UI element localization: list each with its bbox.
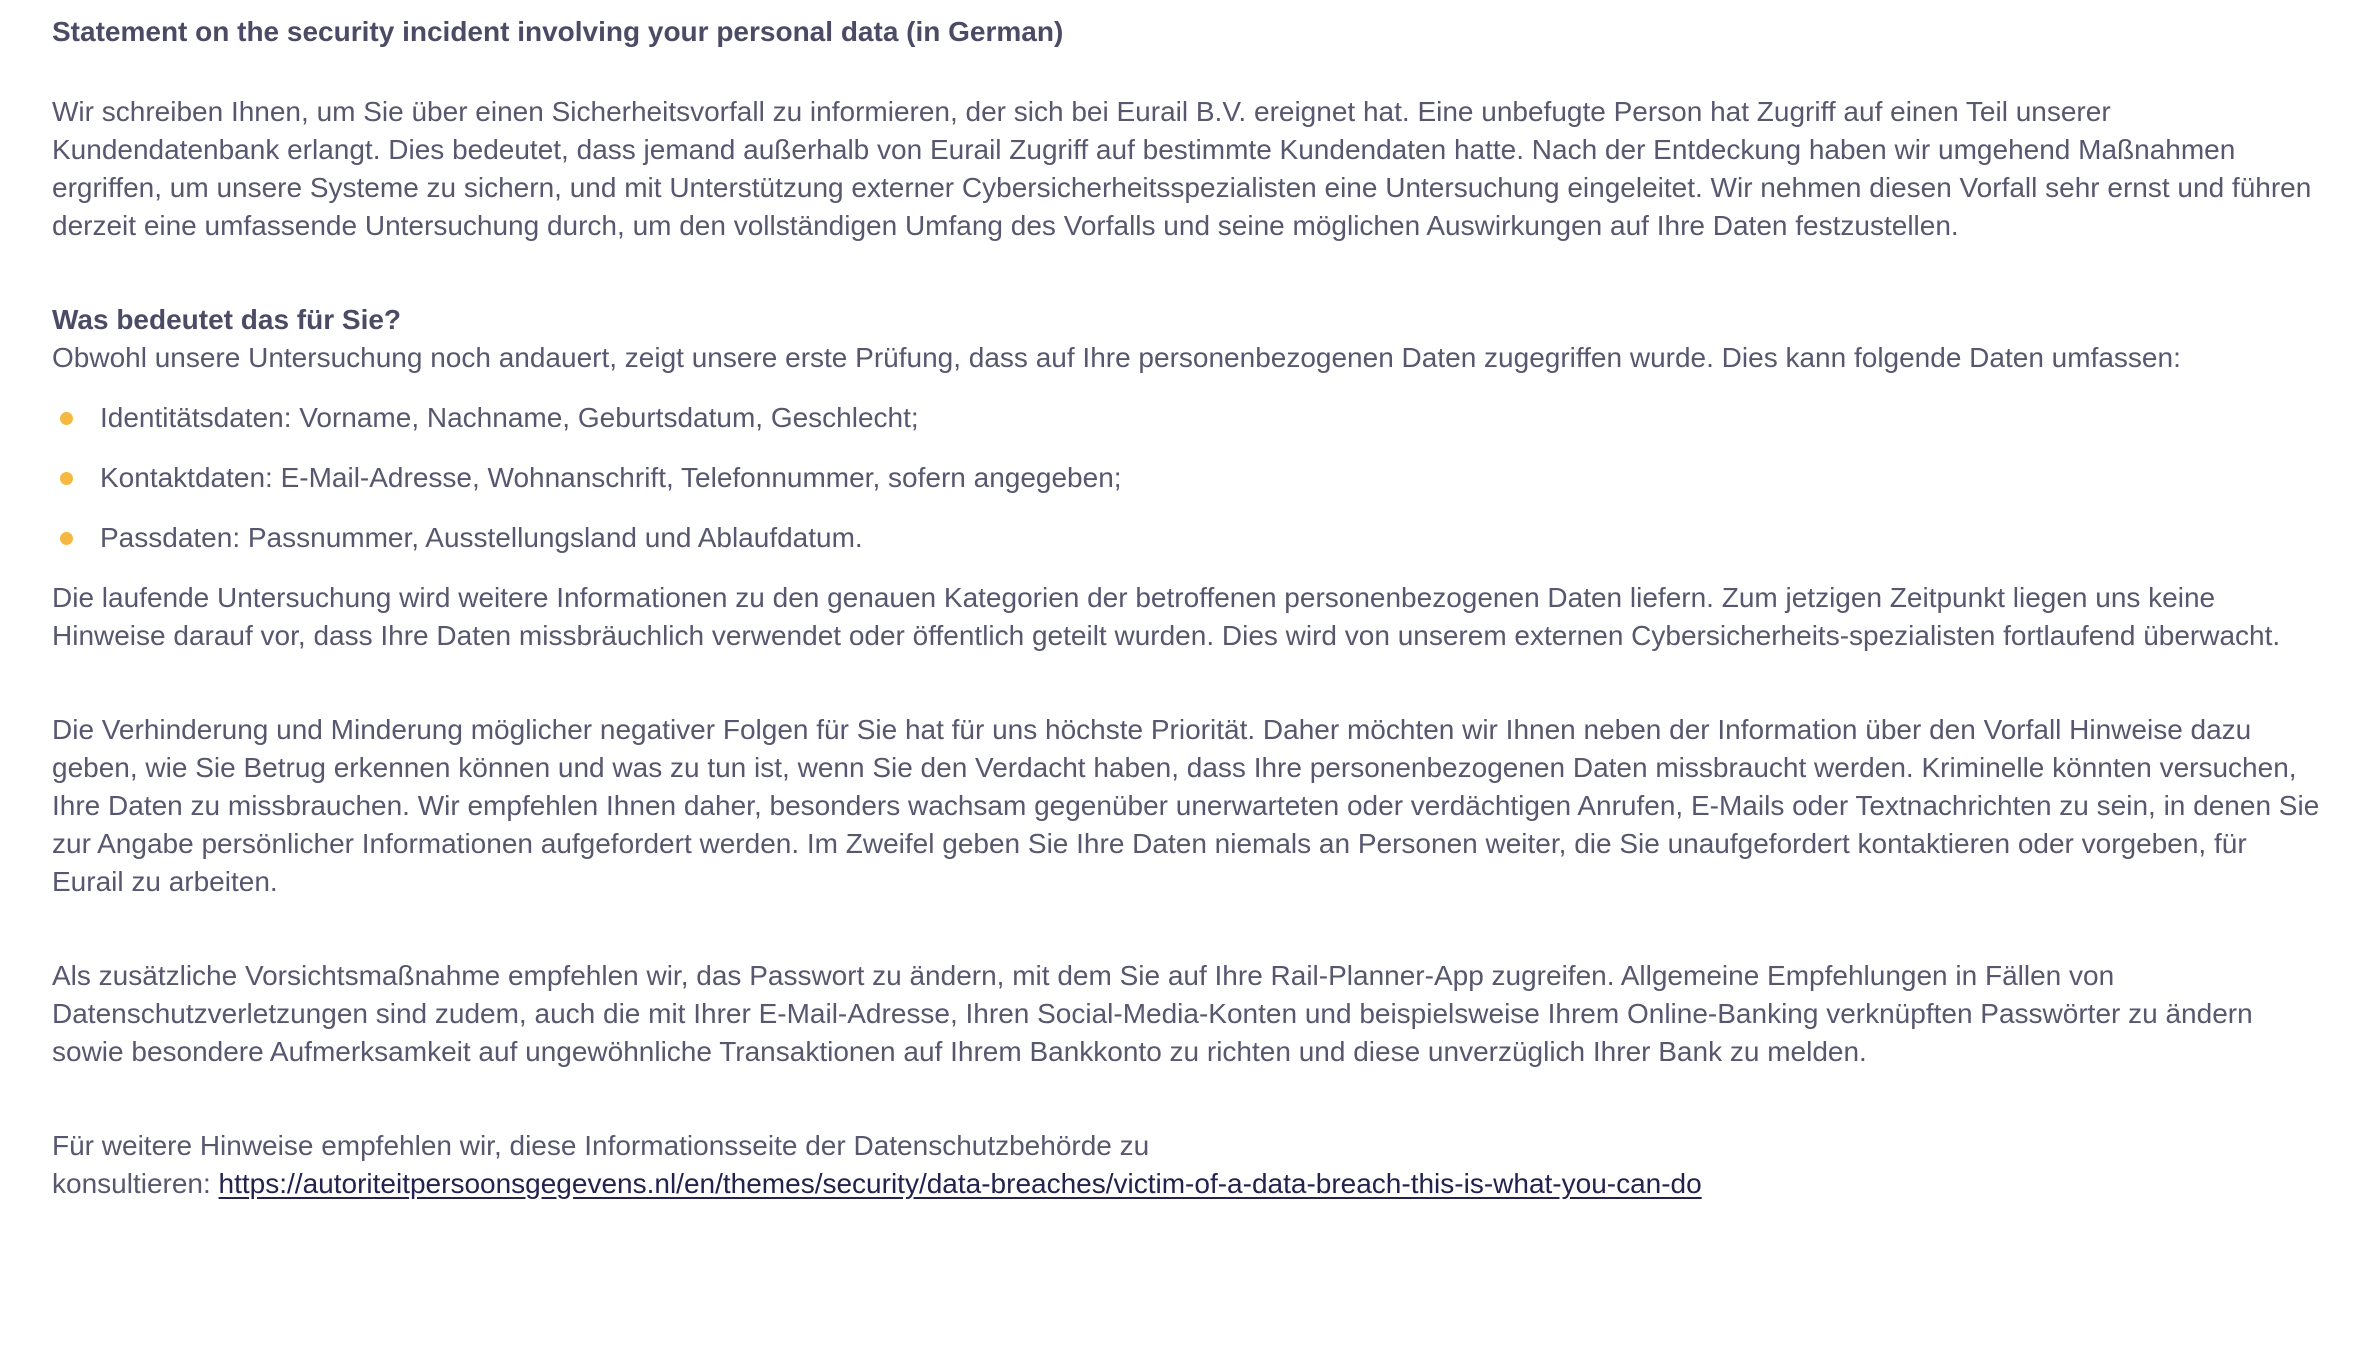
privacy-authority-link[interactable]: https://autoriteitpersoonsgegevens.nl/en/themes/security/data-breaches/victim-of-a-data-breach-this-is-what-you-can-do	[218, 1168, 1702, 1199]
list-item-label: Kontaktdaten: E-Mail-Adresse, Wohnanschrift, Telefonnummer, sofern angegeben;	[100, 462, 1122, 493]
section-heading-what-does-this-mean: Was bedeutet das für Sie?	[52, 304, 402, 335]
affected-data-list	[52, 399, 2324, 557]
investigation-findings-paragraph: Obwohl unsere Untersuchung noch andauert, zeigt unsere erste Prüfung, dass auf Ihre personenbezogenen Daten zugegriffen wurde. Dies kann folgende Daten umfassen:	[52, 342, 2181, 373]
fraud-warning-paragraph: Die Verhinderung und Minderung möglicher negativer Folgen für Sie hat für uns höchste Priorität. Daher möchten wir Ihnen neben der Information über den Vorfall Hinweise dazu geben, wie Sie Betrug erkennen können und was zu tun ist, wenn Sie den Verdacht haben, dass Ihre personenbezogenen Daten missbraucht werden. Kriminelle könnten versuchen, Ihre Daten zu missbrauchen. Wir empfehlen Ihnen daher, besonders wachsam gegenüber unerwarteten oder verdächtigen Anrufen, E-Mails oder Textnachrichten zu sein, in denen Sie zur Angabe persönlicher Informationen aufgefordert werden. Im Zweifel geben Sie Ihre Daten niemals an Personen weiter, die Sie unaufgefordert kontaktieren oder vorgeben, für Eurail zu arbeiten.	[52, 714, 2320, 897]
closing-line-1: Für weitere Hinweise empfehlen wir, diese Informationsseite der Datenschutzbehörde zu	[52, 1130, 1150, 1161]
list-item-identity-data	[52, 399, 2324, 437]
bullet-icon	[60, 532, 73, 545]
bullet-icon	[60, 412, 73, 425]
list-item-label: Identitätsdaten: Vorname, Nachname, Geburtsdatum, Geschlecht;	[100, 402, 919, 433]
closing-line-2-prefix: konsultieren:	[52, 1168, 219, 1199]
bullet-icon	[60, 472, 73, 485]
document-title: Statement on the security incident involving your personal data (in German)	[52, 16, 1064, 47]
password-advice-paragraph: Als zusätzliche Vorsichtsmaßnahme empfehlen wir, das Passwort zu ändern, mit dem Sie auf Ihre Rail-Planner-App zugreifen. Allgemeine Empfehlungen in Fällen von Datenschutzverletzungen sind zudem, auch die mit Ihrer E-Mail-Adresse, Ihren Social-Media-Konten und beispielsweise Ihrem Online-Banking verknüpften Passwörter zu ändern sowie besondere Aufmerksamkeit auf ungewöhnliche Transaktionen auf Ihrem Bankkonto zu richten und diese unverzüglich Ihrer Bank zu melden.	[52, 960, 2253, 1067]
closing-paragraph	[52, 1127, 2324, 1203]
list-item-label: Passdaten: Passnummer, Ausstellungsland und Ablaufdatum.	[100, 522, 863, 553]
list-item-passport-data	[52, 519, 2324, 557]
list-item-contact-data	[52, 459, 2324, 497]
incident-intro-paragraph: Wir schreiben Ihnen, um Sie über einen Sicherheitsvorfall zu informieren, der sich bei Eurail B.V. ereignet hat. Eine unbefugte Person hat Zugriff auf einen Teil unserer Kundendatenbank erlangt. Dies bedeutet, dass jemand außerhalb von Eurail Zugriff auf bestimmte Kundendaten hatte. Nach der Entdeckung haben wir umgehend Maßnahmen ergriffen, um unsere Systeme zu sichern, und mit Unterstützung externer Cybersicherheitsspezialisten eine Untersuchung eingeleitet. Wir nehmen diesen Vorfall sehr ernst und führen derzeit eine umfassende Untersuchung durch, um den vollständigen Umfang des Vorfalls und seine möglichen Auswirkungen auf Ihre Daten festzustellen.	[52, 96, 2312, 241]
ongoing-investigation-paragraph: Die laufende Untersuchung wird weitere Informationen zu den genauen Kategorien der betroffenen personenbezogenen Daten liefern. Zum jetzigen Zeitpunkt liegen uns keine Hinweise darauf vor, dass Ihre Daten missbräuchlich verwendet oder öffentlich geteilt wurden. Dies wird von unserem externen Cybersicherheits-spezialisten fortlaufend überwacht.	[52, 582, 2281, 651]
